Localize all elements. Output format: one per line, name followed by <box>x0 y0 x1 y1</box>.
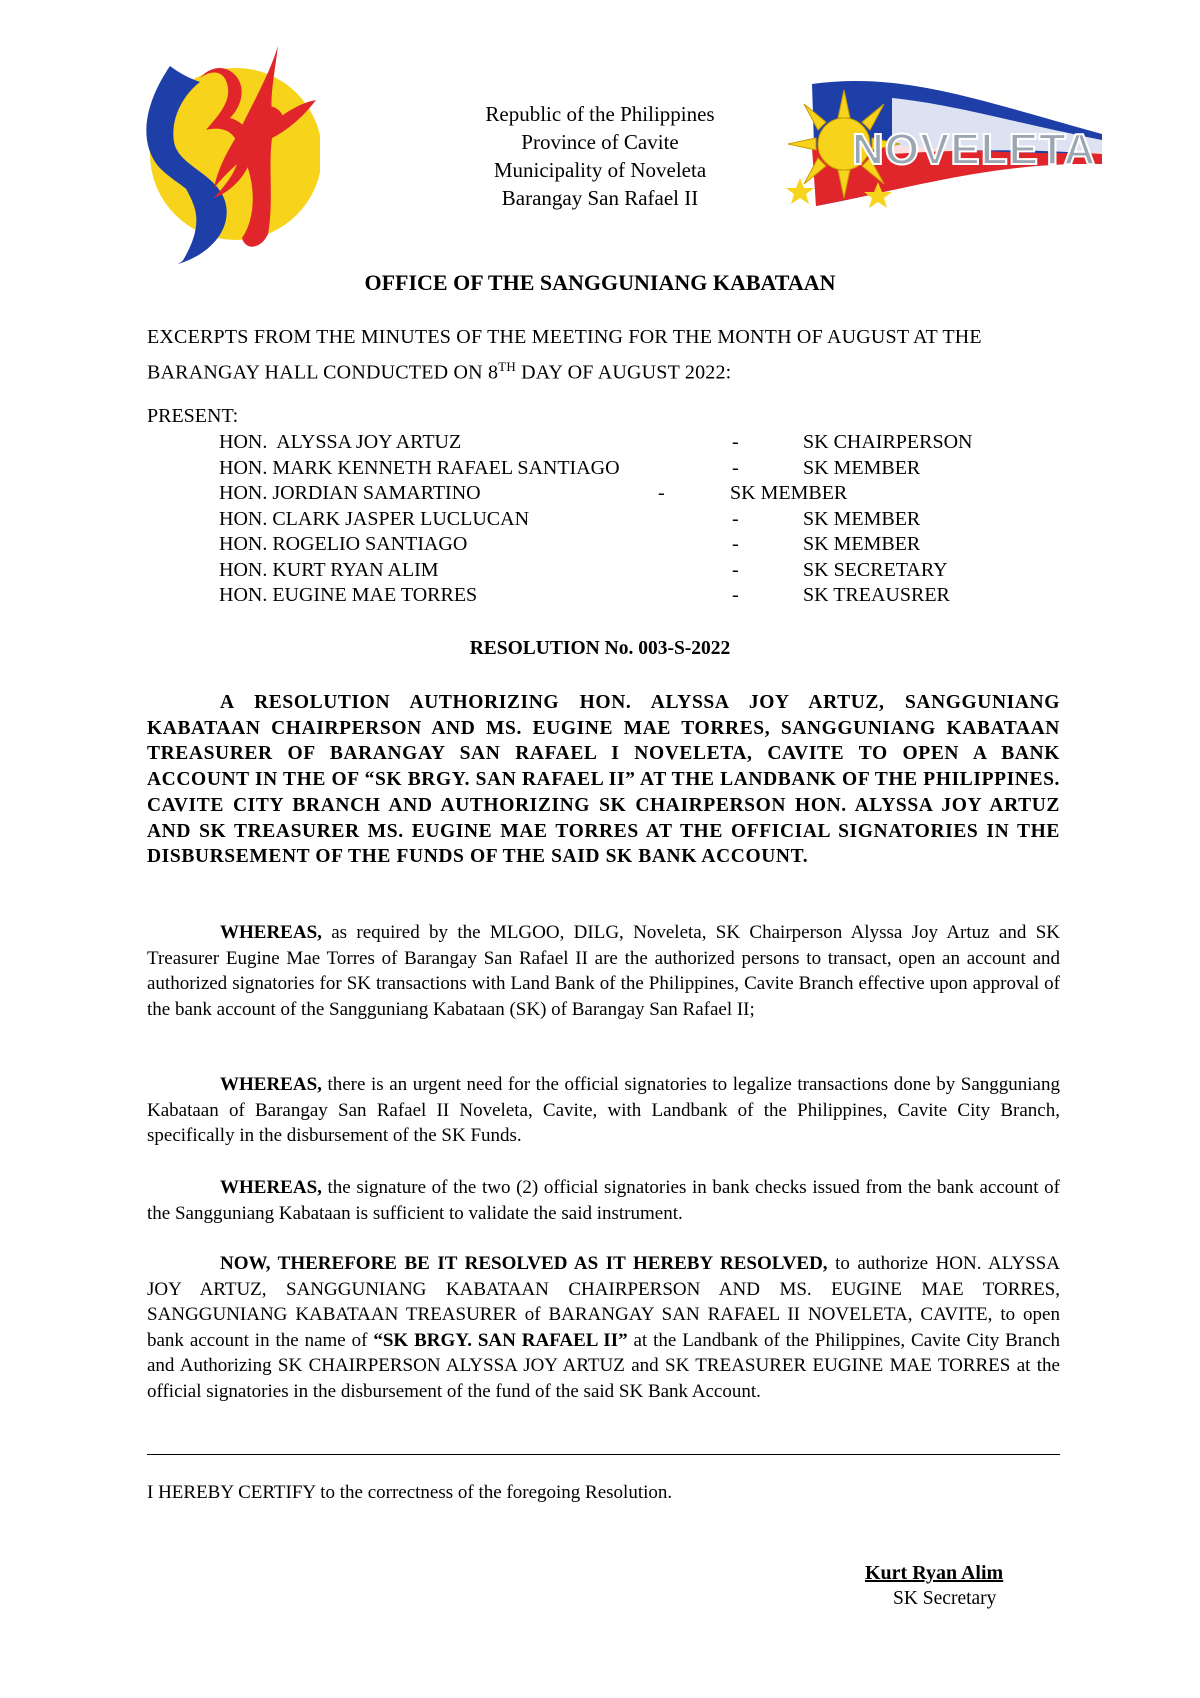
header-line-province: Province of Cavite <box>521 130 679 154</box>
account-name: “SK BRGY. SAN RAFAEL II” <box>373 1329 628 1351</box>
office-title: OFFICE OF THE SANGGUNIANG KABATAAN <box>364 270 836 295</box>
member-name: HON. MARK KENNETH RAFAEL SANTIAGO <box>219 456 620 479</box>
member-name: HON. JORDIAN SAMARTINO <box>219 482 481 504</box>
header-line-barangay: Barangay San Rafael II <box>501 186 699 210</box>
whereas-text: as required by the MLGOO, DILG, Noveleta, SK Chairperson Alyssa Joy Artuz and SK Treasurer Eugine Mae Torres of Barangay San Rafael II are the authorized persons to transact, open an account and authorized signatories for SK transactions with Land Bank of the Philippines, Cavite Branch effective upon approval of the bank account of the Sangguniang Kabataan (SK) of Barangay San Rafael II; <box>147 922 1060 1020</box>
minutes-excerpt <box>147 323 1060 388</box>
whereas-lead: WHEREAS, <box>220 922 322 943</box>
member-role: SK MEMBER <box>803 533 921 555</box>
member-role: SK TREAUSRER <box>803 584 950 606</box>
excerpt-line-1: EXCERPTS FROM THE MINUTES OF THE MEETING FOR THE MONTH OF AUGUST AT THE <box>147 326 982 348</box>
member-name: HON. EUGINE MAE TORRES <box>219 584 478 606</box>
member-row <box>219 430 1019 456</box>
member-dash: - <box>732 507 739 530</box>
noveleta-logo-text: NOVELETA <box>852 125 1097 174</box>
whereas-text: the signature of the two (2) official signatories in bank checks issued from the bank account of the Sangguniang Kabataan is sufficient to validate the said instrument. <box>147 1177 1060 1224</box>
resolved-clause <box>147 1251 1060 1404</box>
excerpt-line-2-pre: BARANGAY HALL CONDUCTED ON 8 <box>147 361 499 384</box>
header-line-republic: Republic of the Philippines <box>485 102 715 126</box>
signatory-name: Kurt Ryan Alim <box>865 1562 1004 1584</box>
member-dash: - <box>732 558 739 581</box>
noveleta-logo <box>782 78 1108 212</box>
resolved-text-2: at the Landbank of the Philippines, Cavite City Branch and Authorizing SK CHAIRPERSON ALYSSA JOY ARTUZ and SK TREASURER EUGINE MAE TORRES at the official signatories in the disbursement of the fund of the said SK Bank Account. <box>147 1329 1060 1402</box>
member-role: SK MEMBER <box>803 507 921 530</box>
member-row <box>219 532 1019 558</box>
whereas-clause-2 <box>147 1072 1060 1149</box>
resolved-lead: NOW, THEREFORE BE IT RESOLVED AS IT HEREBY RESOLVED, <box>220 1253 828 1274</box>
present-label: PRESENT: <box>147 405 239 427</box>
whereas-lead: WHEREAS, <box>220 1177 322 1198</box>
whereas-text: there is an urgent need for the official signatories to legalize transactions done by Sangguniang Kabataan of Barangay San Rafael II Noveleta, Cavite, with Landbank of the Philippines, Cavite City Branch, specifically in the disbursement of the SK Funds. <box>147 1074 1060 1146</box>
divider <box>147 1454 1060 1455</box>
member-row <box>219 481 1019 507</box>
whereas-lead: WHEREAS, <box>220 1074 322 1095</box>
excerpt-line-2 <box>147 352 1060 388</box>
excerpt-superscript: TH <box>498 359 516 374</box>
member-row <box>219 583 1019 609</box>
member-role: SK SECRETARY <box>803 558 948 581</box>
member-role: SK CHAIRPERSON <box>803 431 973 453</box>
member-dash: - <box>732 533 739 555</box>
attendance-list <box>219 430 1019 609</box>
member-dash: - <box>732 456 739 479</box>
whereas-clause-1 <box>147 920 1060 1022</box>
certification: I HEREBY CERTIFY to the correctness of the foregoing Resolution. <box>147 1482 673 1503</box>
member-name: HON. ROGELIO SANTIAGO <box>219 533 468 555</box>
resolution-title: A RESOLUTION AUTHORIZING HON. ALYSSA JOY ARTUZ, SANGGUNIANG KABATAAN CHAIRPERSON AND MS. EUGINE MAE TORRES, SANGGUNIANG KABATAAN TREASURER OF BARANGAY SAN RAFAEL I NOVELETA, CAVITE TO OPEN A BANK ACCOUNT IN THE OF “SK BRGY. SAN RAFAEL II” AT THE LANDBANK OF THE PHILIPPINES. CAVITE CITY BRANCH AND AUTHORIZING SK CHAIRPERSON HON. ALYSSA JOY ARTUZ AND SK TREASURER MS. EUGINE MAE TORRES AT THE OFFICIAL SIGNATORIES IN THE DISBURSEMENT OF THE FUNDS OF THE SAID SK BANK ACCOUNT. <box>147 692 1060 868</box>
member-name: HON. KURT RYAN ALIM <box>219 558 439 581</box>
resolved-text-1: to authorize HON. ALYSSA JOY ARTUZ, SANGGUNIANG KABATAAN CHAIRPERSON AND MS. EUGINE MAE TORRES, SANGGUNIANG KABATAAN TREASURER of BARANGAY SAN RAFAEL II NOVELETA, CAVITE, to open bank account in the name of <box>147 1253 1060 1351</box>
member-row <box>219 558 1019 584</box>
signatory-title: SK Secretary <box>893 1588 997 1609</box>
member-dash: - <box>732 431 739 453</box>
whereas-clause-3 <box>147 1175 1060 1226</box>
excerpt-line-2-post: DAY OF AUGUST 2022: <box>515 361 732 384</box>
header-line-municipality: Municipality of Noveleta <box>493 158 707 182</box>
resolution-number: RESOLUTION No. 003-S-2022 <box>469 638 731 659</box>
member-dash: - <box>732 584 739 606</box>
member-name: HON. ALYSSA JOY ARTUZ <box>219 431 462 453</box>
member-role: SK MEMBER <box>803 456 921 479</box>
member-row <box>219 456 1019 482</box>
member-role: SK MEMBER <box>730 482 848 504</box>
member-name: HON. CLARK JASPER LUCLUCAN <box>219 507 530 530</box>
member-dash: - <box>658 482 665 504</box>
member-row <box>219 507 1019 533</box>
